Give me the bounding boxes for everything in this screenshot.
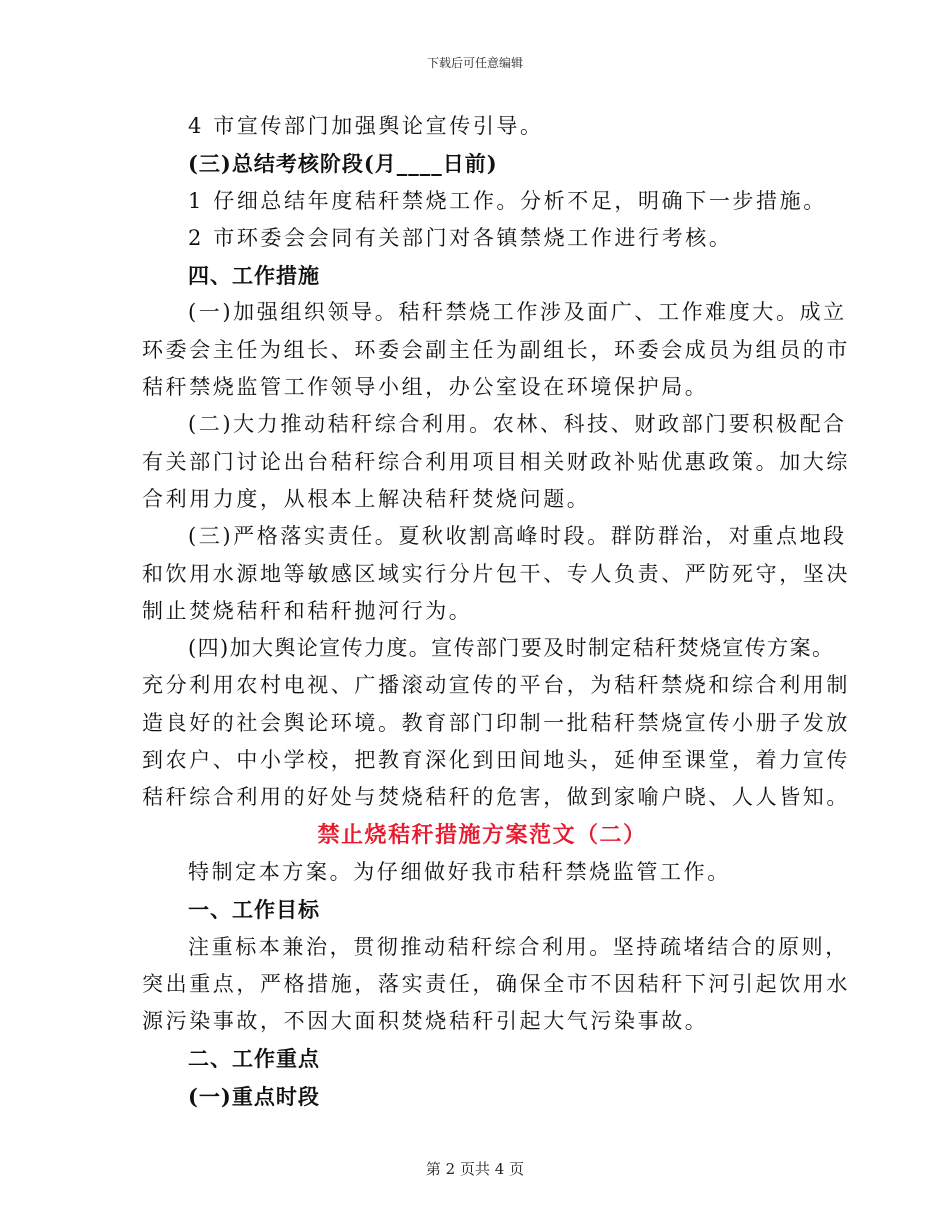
paragraph-line: 到农户、中小学校，把教育深化到田间地头，延伸至课堂，着力宣传 xyxy=(142,748,850,773)
paragraph-line: 1 仔细总结年度秸秆禁烧工作。分析不足，明确下一步措施。 xyxy=(188,188,827,213)
paragraph-line: 秸秆综合利用的好处与焚烧秸秆的危害，做到家喻户晓、人人皆知。 xyxy=(142,785,850,810)
section-heading: 四、工作措施 xyxy=(188,263,320,289)
paragraph-line: (一)加强组织领导。秸秆禁烧工作涉及面广、工作难度大。成立 xyxy=(188,300,847,325)
paragraph-line: 充分利用农村电视、广播滚动宣传的平台，为秸秆禁烧和综合利用制 xyxy=(142,673,850,698)
paragraph-line: 秸秆禁烧监管工作领导小组，办公室设在环境保护局。 xyxy=(142,375,709,400)
document-title: 禁止烧秸秆措施方案范文（二） xyxy=(317,821,647,848)
paragraph-line: 突出重点，严格措施，落实责任，确保全市不因秸秆下河引起饮用水 xyxy=(142,971,850,996)
paragraph-line: (三)严格落实责任。夏秋收割高峰时段。群防群治，对重点地段 xyxy=(188,524,847,549)
paragraph-line: 源污染事故，不因大面积焚烧秸秆引起大气污染事故。 xyxy=(142,1009,709,1034)
paragraph-line: 制止焚烧秸秆和秸秆抛河行为。 xyxy=(142,598,473,623)
paragraph-line: 4 市宣传部门加强舆论宣传引导。 xyxy=(188,114,544,138)
section-heading: 二、工作重点 xyxy=(188,1046,320,1072)
paragraph-line: (二)大力推动秸秆综合利用。农林、科技、财政部门要积极配合 xyxy=(188,412,847,437)
page-header: 下载后可任意编辑 xyxy=(426,56,523,70)
paragraph-line: 注重标本兼治，贯彻推动秸秆综合利用。坚持疏堵结合的原则， xyxy=(188,934,849,959)
paragraph-line: 特制定本方案。为仔细做好我市秸秆禁烧监管工作。 xyxy=(188,859,731,884)
paragraph-line: 造良好的社会舆论环境。教育部门印制一批秸秆禁烧宣传小册子发放 xyxy=(142,710,850,735)
document-body xyxy=(142,108,850,1115)
paragraph-line: 和饮用水源地等敏感区域实行分片包干、专人负责、严防死守，坚决 xyxy=(142,561,850,586)
paragraph-line: 有关部门讨论出台秸秆综合利用项目相关财政补贴优惠政策。加大综 xyxy=(142,449,850,474)
section-heading: (一)重点时段 xyxy=(188,1083,320,1109)
section-heading: (三)总结考核阶段(月____日前) xyxy=(188,151,498,177)
page-footer: 第 2 页共 4 页 xyxy=(425,1160,525,1178)
paragraph-line: 环委会主任为组长、环委会副主任为副组长，环委会成员为组员的市 xyxy=(142,337,850,362)
section-heading: 一、工作目标 xyxy=(188,897,320,923)
paragraph-line: 合利用力度，从根本上解决秸秆焚烧问题。 xyxy=(142,486,591,511)
paragraph-line: (四)加大舆论宣传力度。宣传部门要及时制定秸秆焚烧宣传方案。 xyxy=(188,636,835,661)
paragraph-line: 2 市环委会会同有关部门对各镇禁烧工作进行考核。 xyxy=(188,225,733,250)
